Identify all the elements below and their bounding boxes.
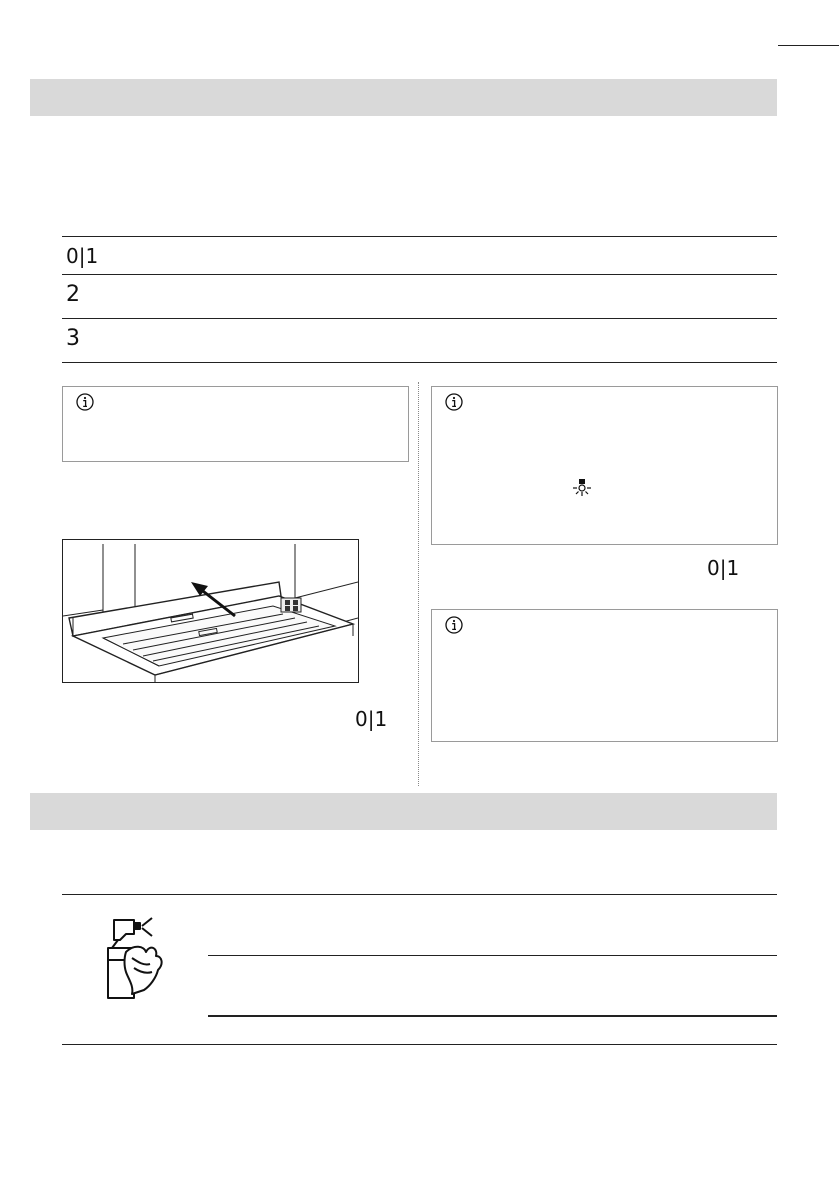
speed-3-symbol: 3 — [66, 326, 80, 351]
page-top-dash — [778, 45, 839, 46]
care-rule-bottom — [62, 1044, 777, 1045]
speed-2-symbol: 2 — [66, 282, 80, 307]
info-note-right-2 — [431, 609, 778, 742]
care-rule-inner-bottom — [208, 1015, 777, 1017]
info-icon — [76, 393, 94, 411]
section-header-care — [30, 793, 777, 830]
spray-bottle-cloth-icon — [104, 916, 166, 1000]
table-rule — [62, 274, 777, 275]
table-rule-bottom — [62, 362, 777, 363]
on-off-symbol-left: 0|1 — [355, 707, 388, 731]
on-off-symbol: 0|1 — [66, 244, 99, 268]
cooker-hood-drawing — [63, 540, 358, 682]
care-rule-top — [62, 894, 777, 895]
section-header-operation — [30, 79, 777, 116]
table-rule — [62, 318, 777, 319]
info-note-right-1 — [431, 386, 778, 545]
column-divider — [418, 382, 419, 786]
info-icon — [445, 393, 463, 411]
info-icon — [445, 616, 463, 634]
info-note-left — [62, 386, 409, 462]
hood-illustration — [62, 539, 359, 683]
care-rule-mid — [208, 955, 777, 956]
table-rule-top — [62, 236, 777, 237]
lamp-icon — [572, 477, 592, 497]
on-off-symbol-right: 0|1 — [707, 556, 740, 580]
